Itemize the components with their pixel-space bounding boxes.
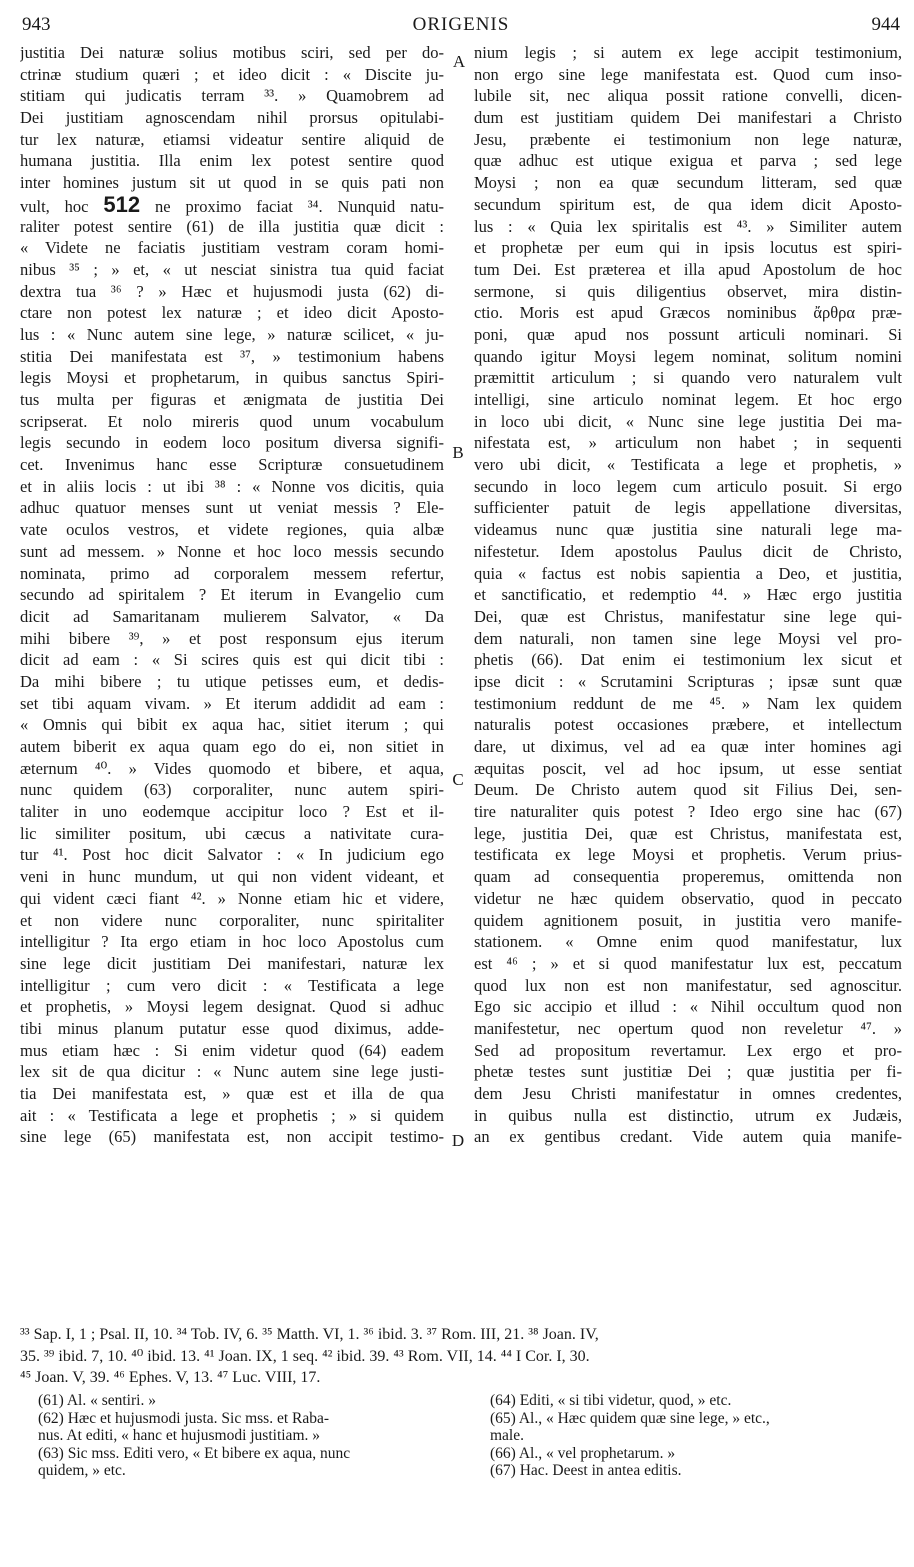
text-line: an ex gentibus credant. Vide autem quia manife- — [474, 1127, 902, 1147]
text-line: Da mihi bibere ; tu utique petisses eum, et dedis- — [20, 671, 444, 691]
text-line: Dei, quæ est Christus, manifestatur sine lege qui- — [474, 606, 902, 626]
text-line: quia « factus est nobis sapientia a Deo, et justitia, — [474, 563, 902, 583]
text-line: mus etiam hæc : Si enim videtur quod (64) eadem — [20, 1040, 444, 1060]
running-title: ORIGENIS — [412, 14, 510, 35]
text-line: ipse dicit : « Scrutamini Scripturas ; ipsæ sunt quæ — [474, 671, 902, 691]
text-line: nifestata est, » articulum non habet ; in sequenti — [474, 433, 902, 453]
text-line: et prophetæ per eum qui in ipsis locutus est spiri- — [474, 238, 902, 258]
text-line: naturalis potest occasiones præbere, et intellectum — [474, 715, 902, 735]
text-line: autem biberit ex aqua quam ego do ei, non sitiet in — [20, 737, 444, 756]
running-header — [22, 14, 900, 40]
text-line: videtur ne hæc quidem observatio, quod in peccato — [474, 888, 902, 908]
text-line: videamus nunc quæ justitia sine naturali lege ma- — [474, 520, 902, 540]
text-line: justitia Dei naturæ solius motibus sciri, sed per do- — [20, 43, 444, 62]
section-marker-b: B — [452, 443, 464, 462]
text-line: legis Moysi et prophetarum, in quibus sanctus Spiri- — [20, 368, 444, 388]
text-line: nifestetur. Idem apostolus Paulus dicit de Christo, — [474, 541, 902, 561]
section-marker-d: D — [451, 1131, 465, 1150]
text-line: stitiam qui judicatis terram ³³. » Quamobrem ad — [20, 86, 444, 106]
text-line: « Videte ne faciatis justitiam vestram coram homi- — [20, 238, 444, 258]
text-line: sufficienter patuit de legis appellatione diversitas, — [474, 498, 902, 518]
footnote-line: (66) Al., « vel prophetarum. » — [490, 1444, 676, 1462]
reference-line: ⁴⁵ Joan. V, 39. ⁴⁶ Ephes. V, 13. ⁴⁷ Luc. VIII, 17. — [20, 1369, 321, 1387]
text-line: humana justitia. Illa enim lex potest sentire quod — [20, 151, 444, 171]
footnote-line: (63) Sic mss. Editi vero, « Et bibere ex aqua, nunc — [38, 1444, 351, 1462]
text-line: dum est justitiam quidem Dei manifestari a Christo — [474, 108, 902, 128]
text-line: tia Dei manifestata est, » quæ est et illa de qua — [20, 1084, 444, 1103]
text-line: intelligitur ; cum vero dicit : « Testificata a lege — [20, 975, 444, 995]
footnote-line: (62) Hæc et hujusmodi justa. Sic mss. et Raba- — [38, 1409, 330, 1427]
text-line: æquitas poscit, vel ad hoc ipsum, ut esse sentiat — [474, 758, 902, 778]
text-line: quando igitur Moysi legem nominat, solitum nomini — [474, 346, 902, 366]
section-marker-a: A — [452, 52, 466, 71]
text-line: lubile sit, nec aliqua possit ratione convelli, dicen- — [474, 86, 902, 106]
text-line: « Omnis qui bibit ex aqua hac, sitiet iterum ; qui — [20, 715, 444, 735]
footnote-line: (64) Editi, « si tibi videtur, quod, » etc. — [490, 1392, 732, 1409]
text-line: nunc quidem (63) corporaliter, nunc autem spiri- — [20, 780, 444, 800]
text-line: tur lex naturæ, etiamsi videatur sentire aliquid de — [20, 129, 444, 149]
section-marker-c: C — [452, 770, 464, 789]
footnote-line: (65) Al., « Hæc quidem quæ sine lege, » etc., — [490, 1409, 770, 1427]
text-line: vate oculos vestros, et videte regiones, quia albæ — [20, 520, 444, 540]
text-line: dem Jesu Christi manifestatur in omnes credentes, — [474, 1084, 902, 1103]
text-line: secundo in loco legem cum articulo posuit. Si ergo — [474, 476, 902, 496]
text-line: dare, ut diximus, vel ad ea quæ inter homines agi — [474, 737, 902, 756]
text-line: in quibus nulla est distinctio, utrum ex Judæis, — [474, 1105, 902, 1125]
reference-line: 35. ³⁹ ibid. 7, 10. ⁴⁰ ibid. 13. ⁴¹ Joan. IX, 1 seq. ⁴² ibid. 39. ⁴³ Rom. VII, 14. ⁴⁴ I Cor. I, 30. — [20, 1347, 590, 1365]
column-number: 512 — [103, 193, 141, 216]
text-line: vero ubi dicit, « Testificata a lege et prophetis, » — [474, 455, 902, 475]
reference-line: ³³ Sap. I, 1 ; Psal. II, 10. ³⁴ Tob. IV, 6. ³⁵ Matth. VI, 1. ³⁶ ibid. 3. ³⁷ Rom. III, 21. ³⁸ Joan. IV, — [20, 1326, 599, 1343]
text-line: Jesu, præbente ei testimonium non lege naturæ, — [474, 129, 902, 149]
text-line: scripserat. Et nolo mireris quod unum vocabulum — [20, 411, 444, 431]
text-line: testimonium reddunt de me ⁴⁵. » Nam lex quidem — [474, 693, 902, 713]
text-line: set tibi aquam vivam. » Et iterum addidit ad eam : — [20, 693, 444, 713]
text-line: sine lege dicit justitiam Dei manifestari, naturæ lex — [20, 953, 444, 973]
page-number-right: 944 — [871, 14, 900, 35]
text-line: legis secundo in eodem loco positum diversa signifi- — [20, 433, 444, 453]
text-line: tur ⁴¹. Post hoc dicit Salvator : « In judicium ego — [20, 845, 444, 865]
text-line: sermone, si quis diligentius observet, mira distin- — [474, 281, 902, 301]
text-line: et in aliis locis : ut ibi ³⁸ : « Nonne vos dicitis, quia — [20, 476, 444, 496]
text-line: taliter in uno eodemque accipitur loco ? Est et il- — [20, 802, 444, 822]
footnotes-left — [38, 1392, 462, 1480]
text-line: dem naturali, non tamen sine lege Moysi vel pro- — [474, 628, 902, 648]
text-line: lus : « Quia lex spiritalis est ⁴³. » Similiter autem — [474, 216, 902, 236]
text-line: Moysi ; non ea quæ secundum litteram, sed quæ — [474, 173, 902, 193]
text-line: nium legis ; si autem ex lege accipit testimonium, — [474, 43, 902, 62]
text-line: secundo ad spiritalem ? Et iterum in Evangelio cum — [20, 585, 444, 605]
text-line: ctare non potest lex naturæ ; et ideo dicit Aposto- — [20, 303, 444, 323]
footnote-line: male. — [490, 1427, 524, 1445]
text-line: Dei justitiam agnoscendam nihil prorsus opitulabi- — [20, 108, 444, 128]
text-line: qui vident cæci fiant ⁴². » Nonne etiam hic et videre, — [20, 888, 444, 908]
text-line: dicit ad Samaritanam mulierem Salvator, « Da — [20, 606, 444, 626]
footnote-line: quidem, » etc. — [38, 1462, 126, 1480]
text-line: et sanctificatio, et redemptio ⁴⁴. » Hæc ergo justitia — [474, 585, 902, 605]
text-line: lege, justitia Dei, quæ est Christus, manifestata est, — [474, 823, 902, 843]
scripture-references — [20, 1325, 902, 1390]
text-line: ctio. Moris est apud Græcos nominibus ἄρθρα præ- — [474, 303, 902, 323]
text-line: æternum ⁴⁰. » Vides quomodo et bibere, et aqua, — [20, 758, 444, 778]
text-line: et non videre nunc corporaliter, nunc spiritaliter — [20, 910, 444, 930]
text-line: lus : « Nunc autem sine lege, » naturæ scilicet, « ju- — [20, 324, 444, 344]
text-line: quod lux non est non manifestatur, sed agnoscitur. — [474, 975, 902, 995]
text-line: nominata, primo ad corporalem messem refertur, — [20, 563, 444, 583]
text-line: sine lege (65) manifestata est, non accipit testimo- — [20, 1127, 444, 1147]
text-line: intelligitur ? Ita ergo etiam in hoc loco Apostolus cum — [20, 932, 444, 952]
footnote-line: nus. At editi, « hanc et hujusmodi justitiam. » — [38, 1427, 320, 1445]
text-line: adhuc quatuor menses sunt ut veniat messis ? Ele- — [20, 498, 444, 518]
text-line: testificata ex lege Moysi et prophetis. Verum prius- — [474, 845, 902, 865]
text-line: intelligi, sine articulo nominat legem. Et hoc ergo — [474, 390, 902, 409]
text-line: nibus ³⁵ ; » et, « ut nesciat sinistra tua quid faciat — [20, 259, 444, 279]
text-line: et prophetis, » Moysi legem designat. Quod si adhuc — [20, 997, 444, 1017]
text-line: dicit ad eam : « Si scires quis est qui dicit tibi : — [20, 650, 444, 670]
text-line: Sed ad propositum revertamur. Lex ergo et pro- — [474, 1040, 902, 1060]
text-line: secundum spiritum est, de qua idem dicit Aposto- — [474, 194, 902, 214]
text-line: quæ adhuc est utique exigua et parva ; sed lege — [474, 151, 902, 171]
text-line: tire naturaliter quis potest ? Ideo ergo sine hac (67) — [474, 802, 902, 822]
text-line: sunt ad messem. » Nonne et hoc loco messis secundo — [20, 541, 444, 561]
left-text-column — [20, 42, 444, 1318]
text-line: est ⁴⁶ ; » et si quod manifestatur lux est, peccatum — [474, 953, 902, 973]
text-line: manifestetur, nec opertum quod non reveletur ⁴⁷. » — [474, 1018, 902, 1038]
text-line: lic similiter positum, ubi cæcus a nativitate cura- — [20, 823, 444, 843]
text-line: phetæ testes sunt justitiæ Dei ; quæ justitia per fi- — [474, 1062, 902, 1082]
text-line: phetis (66). Dat enim ei testimonium lex sicut et — [474, 650, 902, 670]
footnote-line: (61) Al. « sentiri. » — [38, 1392, 156, 1409]
text-line: inter homines justum sit ut quod in se quis pati non — [20, 173, 444, 193]
text-line: ait : « Testificata a lege et prophetis ; » si quidem — [20, 1105, 444, 1125]
text-line: Ego sic accipio et illud : « Nihil occultum quod non — [474, 997, 902, 1017]
page-number-left: 943 — [22, 14, 51, 35]
text-line: quidem agnitionem posuit, in justitia vero manife- — [474, 910, 902, 930]
text-line: poni, quæ apud nos possunt articuli nominari. Si — [474, 324, 902, 344]
text-line: tum Dei. Est præterea et illa apud Apostolum de hoc — [474, 259, 902, 279]
footnotes-right — [490, 1392, 902, 1480]
text-line: tus multa per figuras et ænigmata de justitia Dei — [20, 390, 444, 409]
right-text-column — [474, 42, 902, 1318]
footnote-line: (67) Hac. Deest in antea editis. — [490, 1462, 682, 1480]
text-line: ctrinæ studium quæri ; et ideo dicit : « Discite ju- — [20, 64, 444, 84]
text-line: lex sit de qua dicitur : « Nunc autem sine lege justi- — [20, 1062, 444, 1082]
text-line: veni in hunc mundum, ut qui non vident videant, et — [20, 867, 444, 887]
text-line: dextra tua ³⁶ ? » Hæc et hujusmodi justa (62) di- — [20, 281, 444, 301]
text-line: raliter potest sentire (61) de illa justitia quæ dicit : — [20, 216, 444, 236]
text-line: mihi bibere ³⁹, » et post responsum ejus iterum — [20, 628, 444, 648]
text-line: stationem. « Omne enim quod manifestatur, lux — [474, 932, 902, 952]
text-line: tibi minus planum putatur esse quod diximus, adde- — [20, 1018, 444, 1038]
text-line: præmittit articulum ; si quando vero naturalem vult — [474, 368, 902, 388]
text-line: stitia Dei manifestata est ³⁷, » testimonium habens — [20, 346, 444, 366]
text-line: Deum. De Christo autem quod sit Filius Dei, sen- — [474, 780, 902, 800]
text-line: vult, hoc 512 ne proximo faciat ³⁴. Nunquid natu- — [20, 193, 444, 216]
text-line: in loco ubi dicit, « Nunc sine lege justitia Dei ma- — [474, 411, 902, 431]
text-line: non ergo sine lege manifestata est. Quod cum inso- — [474, 64, 902, 84]
text-line: quam ad consequentia properemus, omittenda non — [474, 867, 902, 887]
text-line: cet. Invenimus hanc esse Scripturæ consuetudinem — [20, 455, 444, 475]
